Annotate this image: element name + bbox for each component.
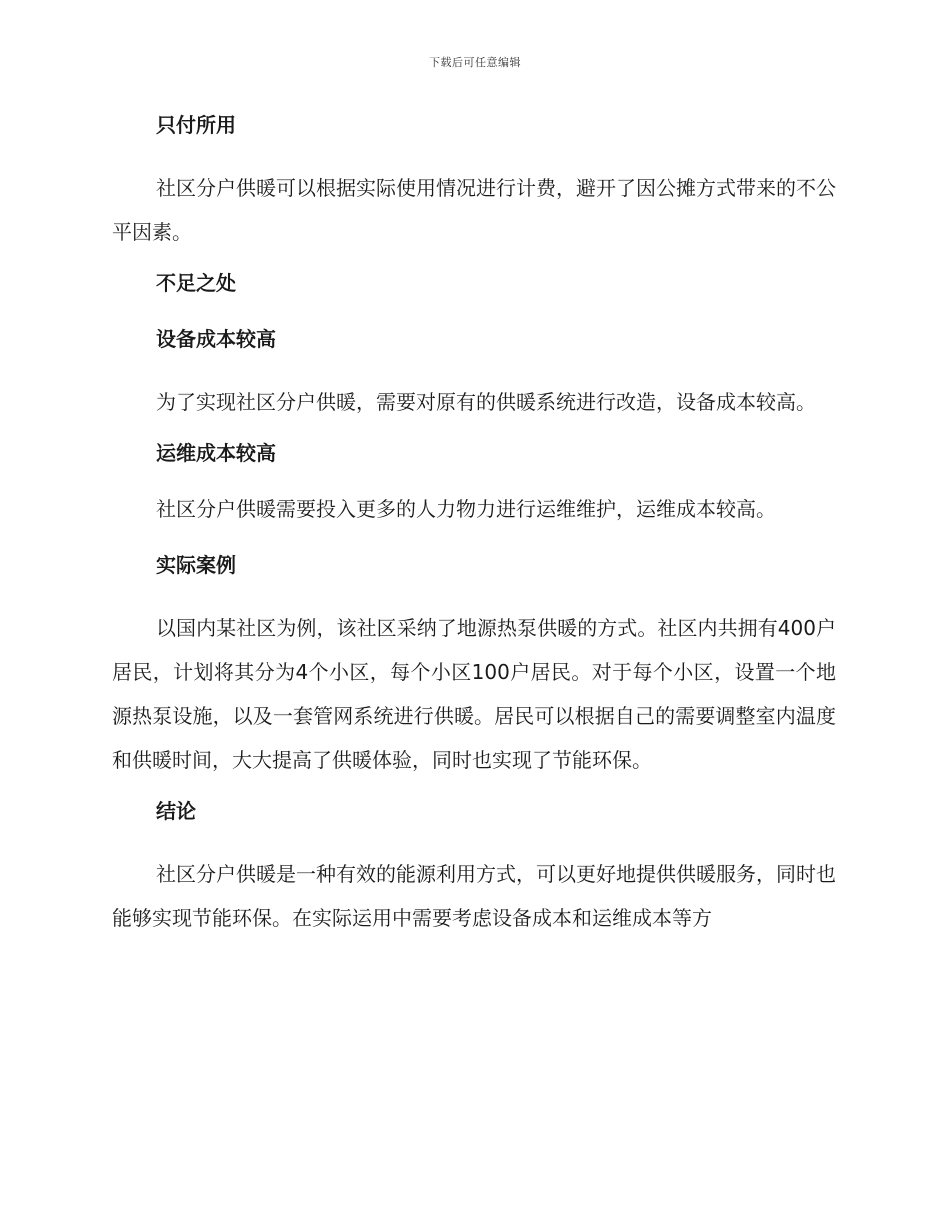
paragraph-equipment-cost: 为了实现社区分户供暖，需要对原有的供暖系统进行改造，设备成本较高。 [156,390,816,414]
document-body [112,110,836,954]
page-header-note: 下载后可任意编辑 [429,56,521,69]
section-heading-equipment-cost: 设备成本较高 [156,327,276,351]
section-heading-shortcomings: 不足之处 [156,271,236,295]
paragraph-case-study: 以国内某社区为例，该社区采纳了地源热泵供暖的方式。社区内共拥有400户居民，计划将其分为4个小区，每个小区100户居民。对于每个小区，设置一个地源热泵设施，以及一套管网系统进行供暖。居民可以根据自己的需要调整室内温度和供暖时间，大大提高了供暖体验，同时也实现了节能环保。 [112,616,836,772]
paragraph-conclusion: 社区分户供暖是一种有效的能源利用方式，可以更好地提供供暖服务，同时也能够实现节能环保。在实际运用中需要考虑设备成本和运维成本等方 [112,862,836,930]
paragraph-maintenance-cost: 社区分户供暖需要投入更多的人力物力进行运维维护，运维成本较高。 [156,497,776,521]
section-heading-pay-per-use: 只付所用 [156,113,236,137]
section-heading-maintenance-cost: 运维成本较高 [156,441,276,465]
section-heading-case-study: 实际案例 [156,553,236,577]
paragraph-pay-per-use: 社区分户供暖可以根据实际使用情况进行计费，避开了因公摊方式带来的不公平因素。 [112,176,836,244]
section-heading-conclusion: 结论 [156,799,196,823]
